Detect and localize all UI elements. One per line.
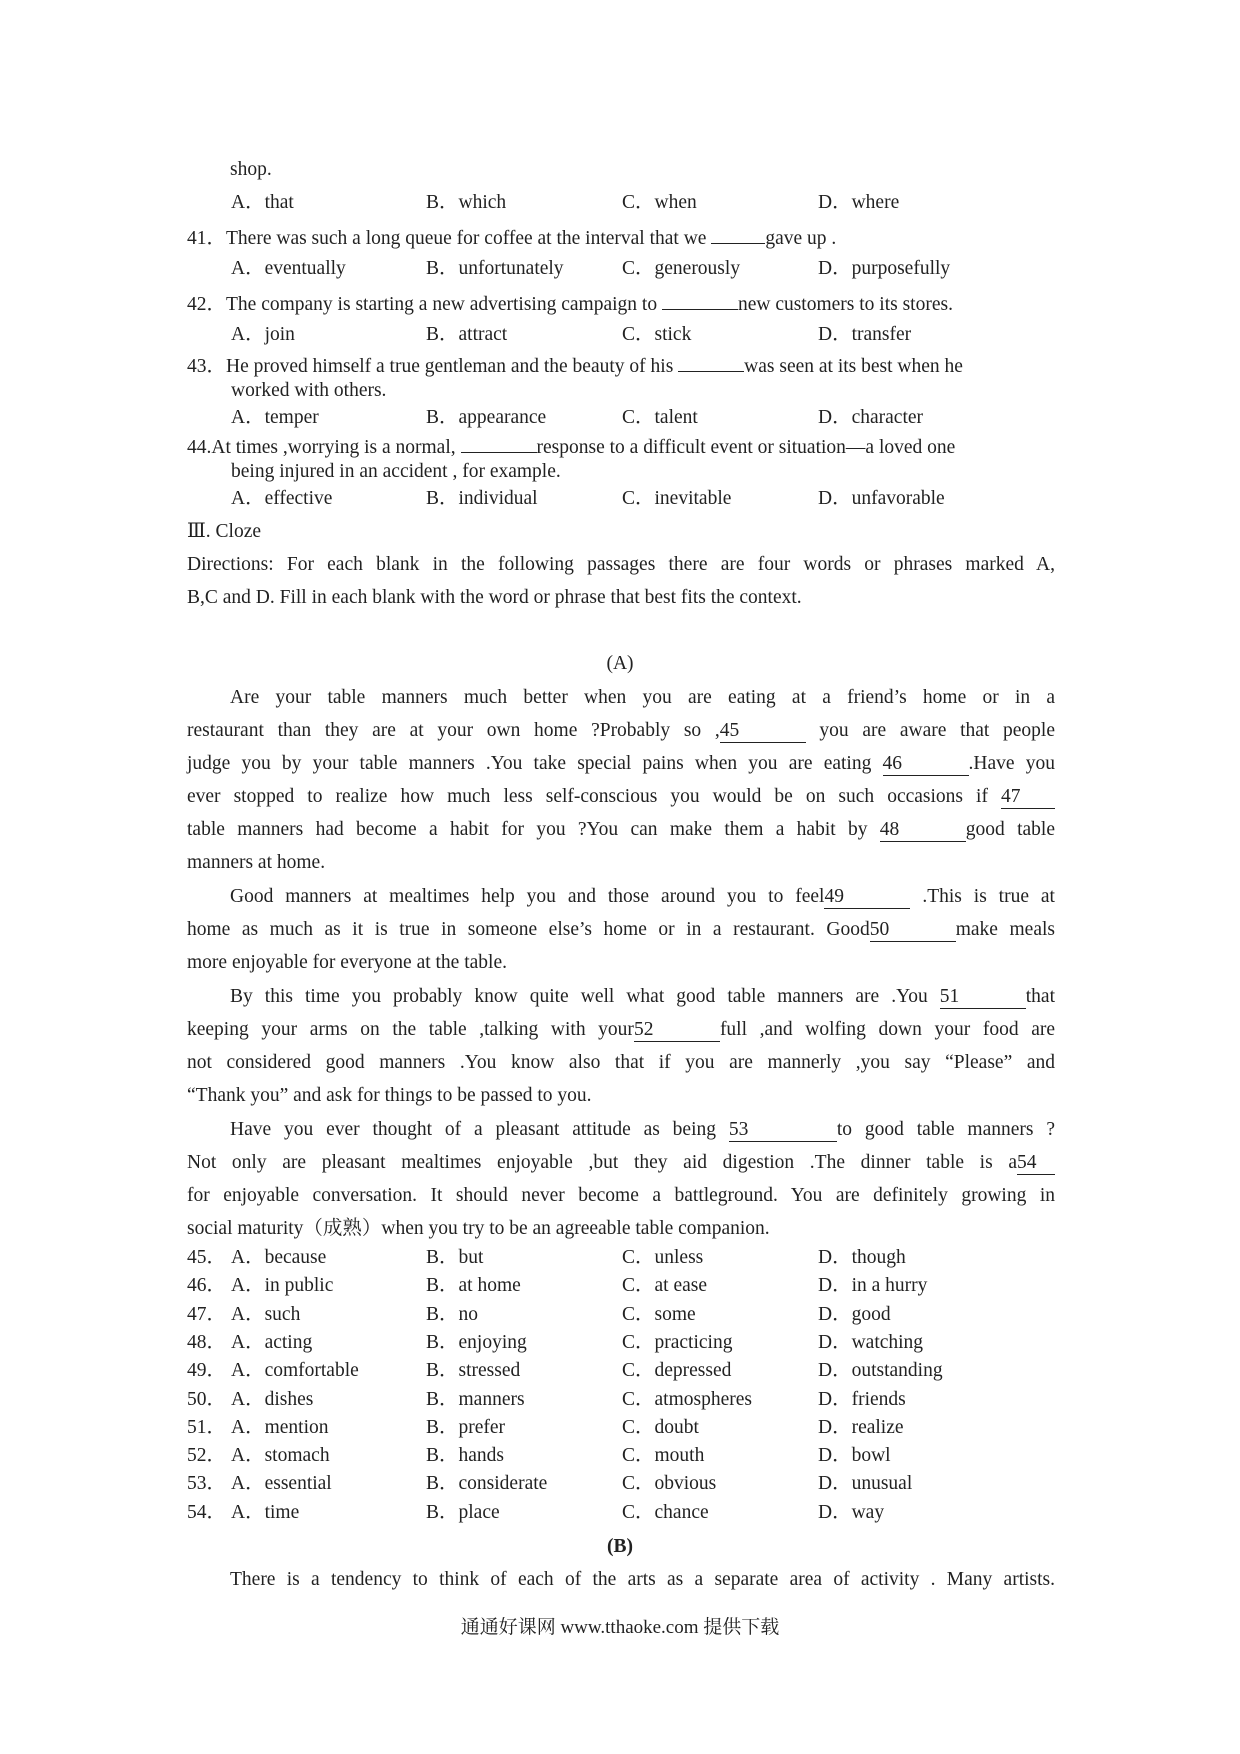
paragraph-line: manners at home.: [187, 852, 326, 873]
question-number: 43．: [187, 356, 227, 377]
question-text-end: gave up .: [765, 228, 837, 249]
option-a: A．comfortable: [231, 1360, 359, 1381]
question-text-end: response to a difficult event or situation—a loved one: [536, 437, 956, 458]
option-row-number: 45．: [187, 1247, 227, 1268]
blank-49: 49: [824, 886, 910, 909]
text-segment: keeping your arms on the table ,talking with your: [187, 1019, 634, 1040]
option-d: D．realize: [818, 1417, 904, 1438]
option-c: C．talent: [622, 407, 698, 428]
question-text: At times ,worrying is a normal,: [211, 437, 461, 458]
option-d: D．transfer: [818, 324, 912, 345]
paragraph-line: [187, 785, 1055, 809]
option-d: D．outstanding: [818, 1360, 943, 1381]
blank-53: 53: [729, 1119, 837, 1142]
option-b: B．stressed: [426, 1360, 521, 1381]
text-segment: table manners had become a habit for you ?You can make them a habit by: [187, 819, 880, 840]
answer-blank: [662, 290, 738, 310]
option-b: B．which: [426, 192, 507, 213]
text-segment: .This is true at: [910, 886, 1055, 907]
option-d: D．purposefully: [818, 258, 951, 279]
option-a: A．effective: [231, 488, 333, 509]
page-footer: 通通好课网 www.tthaoke.com 提供下载: [460, 1617, 780, 1638]
blank-47: 47: [1001, 786, 1055, 809]
blank-50: 50: [870, 919, 956, 942]
option-a: A．time: [231, 1502, 300, 1523]
answer-blank: [461, 433, 537, 453]
option-b: B．appearance: [426, 407, 547, 428]
option-a: A．temper: [231, 407, 319, 428]
blank-46: 46: [883, 753, 969, 776]
option-b: B．hands: [426, 1445, 505, 1466]
section-title: Ⅲ. Cloze: [187, 521, 262, 542]
paragraph-line: [230, 885, 1055, 909]
question-number: 42．: [187, 294, 227, 315]
option-a: A．mention: [231, 1417, 329, 1438]
text-segment: that: [1025, 986, 1055, 1007]
paragraph-line: [187, 1151, 1055, 1175]
question-text: He proved himself a true gentleman and the beauty of his: [226, 356, 679, 377]
passage-b-label: (B): [607, 1536, 633, 1557]
option-c: C．generously: [622, 258, 741, 279]
paragraph-line: [187, 752, 1055, 776]
blank-48: 48: [880, 819, 966, 842]
option-d: D．unfavorable: [818, 488, 945, 509]
passage-b-line: There is a tendency to think of each of the arts as a separate area of activity . Many artists.: [230, 1569, 1055, 1590]
paragraph-line: [187, 818, 1055, 842]
text-segment: judge you by your table manners .You take special pains when you are eating: [187, 753, 883, 774]
option-a: A．acting: [231, 1332, 313, 1353]
blank-54: 54: [1017, 1152, 1055, 1175]
question-number: 44.: [187, 437, 212, 458]
paragraph-line: [187, 1018, 1055, 1042]
option-row-number: 53．: [187, 1473, 227, 1494]
paragraph-line: for enjoyable conversation. It should never become a battleground. You are definitely growing in: [187, 1185, 1055, 1206]
blank-45: 45: [720, 720, 806, 743]
paragraph-line: more enjoyable for everyone at the table.: [187, 952, 507, 973]
option-c: C．depressed: [622, 1360, 732, 1381]
option-row-number: 52．: [187, 1445, 227, 1466]
question-43: [187, 352, 963, 379]
option-d: D．where: [818, 192, 900, 213]
text-segment: Have you ever thought of a pleasant attitude as being: [230, 1119, 729, 1140]
question-44: [187, 433, 955, 460]
option-row-number: 47．: [187, 1304, 227, 1325]
option-c: C．stick: [622, 324, 692, 345]
text-segment: Not only are pleasant mealtimes enjoyable ,but they aid digestion .The dinner table is a: [187, 1152, 1017, 1173]
option-c: C．some: [622, 1304, 696, 1325]
text-segment: to good table manners ?: [836, 1119, 1055, 1140]
paragraph-line: [230, 1118, 1055, 1142]
option-row-number: 51．: [187, 1417, 227, 1438]
option-a: A．stomach: [231, 1445, 330, 1466]
option-row-number: 46．: [187, 1275, 227, 1296]
paragraph-line: Are your table manners much better when you are eating at a friend’s home or in a: [230, 687, 1055, 708]
option-b: B．place: [426, 1502, 500, 1523]
question-41: [187, 224, 836, 251]
answer-blank: [678, 352, 744, 372]
paragraph-line: social maturity（成熟）when you try to be an agreeable table companion.: [187, 1218, 770, 1239]
option-a: A．because: [231, 1247, 327, 1268]
option-c: C．when: [622, 192, 697, 213]
option-a: A．eventually: [231, 258, 346, 279]
text-segment: .Have you: [968, 753, 1055, 774]
text-segment: ever stopped to realize how much less self-conscious you would be on such occasions if: [187, 786, 1001, 807]
option-c: C．obvious: [622, 1473, 717, 1494]
option-c: C．at ease: [622, 1275, 708, 1296]
question-text-end: new customers to its stores.: [737, 294, 953, 315]
question-text: The company is starting a new advertising campaign to: [226, 294, 662, 315]
option-c: C．chance: [622, 1502, 709, 1523]
passage-a-label: (A): [606, 653, 634, 674]
option-a: A．such: [231, 1304, 301, 1325]
blank-52: 52: [634, 1019, 720, 1042]
option-row-number: 54．: [187, 1502, 227, 1523]
text-segment: good table: [965, 819, 1055, 840]
option-d: D．in a hurry: [818, 1275, 928, 1296]
option-c: C．inevitable: [622, 488, 732, 509]
option-d: D．good: [818, 1304, 891, 1325]
option-b: B．individual: [426, 488, 538, 509]
option-d: D．unusual: [818, 1473, 913, 1494]
question-number: 41．: [187, 228, 227, 249]
option-d: D．though: [818, 1247, 906, 1268]
option-row-number: 50．: [187, 1389, 227, 1410]
option-b: B．manners: [426, 1389, 525, 1410]
option-b: B．no: [426, 1304, 479, 1325]
paragraph-line: [187, 918, 1055, 942]
option-a: A．in public: [231, 1275, 334, 1296]
text-segment: you are aware that people: [805, 720, 1055, 741]
paragraph-line: [230, 985, 1055, 1009]
option-a: A．that: [231, 192, 294, 213]
option-b: B．at home: [426, 1275, 521, 1296]
answer-blank: [711, 224, 765, 244]
q40-tail: shop.: [230, 159, 272, 180]
option-c: C．practicing: [622, 1332, 733, 1353]
text-segment: home as much as it is true in someone else’s home or in a restaurant. Good: [187, 919, 870, 940]
directions-line-2: B,C and D. Fill in each blank with the word or phrase that best fits the context.: [187, 587, 802, 608]
text-segment: Good manners at mealtimes help you and those around you to feel: [230, 886, 825, 907]
option-a: A．essential: [231, 1473, 332, 1494]
option-d: D．bowl: [818, 1445, 891, 1466]
option-b: B．unfortunately: [426, 258, 564, 279]
option-b: B．but: [426, 1247, 484, 1268]
directions-line-1: Directions: For each blank in the following passages there are four words or phrases marked A,: [187, 554, 1055, 575]
text-segment: make meals: [955, 919, 1055, 940]
option-d: D．friends: [818, 1389, 906, 1410]
option-c: C．mouth: [622, 1445, 705, 1466]
option-row-number: 49．: [187, 1360, 227, 1381]
option-d: D．watching: [818, 1332, 924, 1353]
question-text-end: was seen at its best when he: [744, 356, 963, 377]
option-d: D．way: [818, 1502, 885, 1523]
question-42: [187, 290, 953, 317]
question-44-line2: being injured in an accident , for example.: [231, 461, 561, 482]
option-b: B．enjoying: [426, 1332, 527, 1353]
blank-51: 51: [940, 986, 1026, 1009]
text-segment: restaurant than they are at your own home ?Probably so ,: [187, 720, 720, 741]
option-b: B．considerate: [426, 1473, 548, 1494]
question-43-line2: worked with others.: [231, 380, 387, 401]
option-c: C．doubt: [622, 1417, 699, 1438]
option-a: A．dishes: [231, 1389, 314, 1410]
option-d: D．character: [818, 407, 924, 428]
text-segment: full ,and wolfing down your food are: [719, 1019, 1055, 1040]
option-row-number: 48．: [187, 1332, 227, 1353]
option-a: A．join: [231, 324, 295, 345]
text-segment: By this time you probably know quite well what good table manners are .You: [230, 986, 940, 1007]
paragraph-line: not considered good manners .You know also that if you are mannerly ,you say “Please” and: [187, 1052, 1055, 1073]
paragraph-line: “Thank you” and ask for things to be passed to you.: [187, 1085, 592, 1106]
option-b: B．prefer: [426, 1417, 506, 1438]
paragraph-line: [187, 719, 1055, 743]
option-b: B．attract: [426, 324, 508, 345]
option-c: C．unless: [622, 1247, 704, 1268]
option-c: C．atmospheres: [622, 1389, 752, 1410]
question-text: There was such a long queue for coffee at the interval that we: [226, 228, 712, 249]
